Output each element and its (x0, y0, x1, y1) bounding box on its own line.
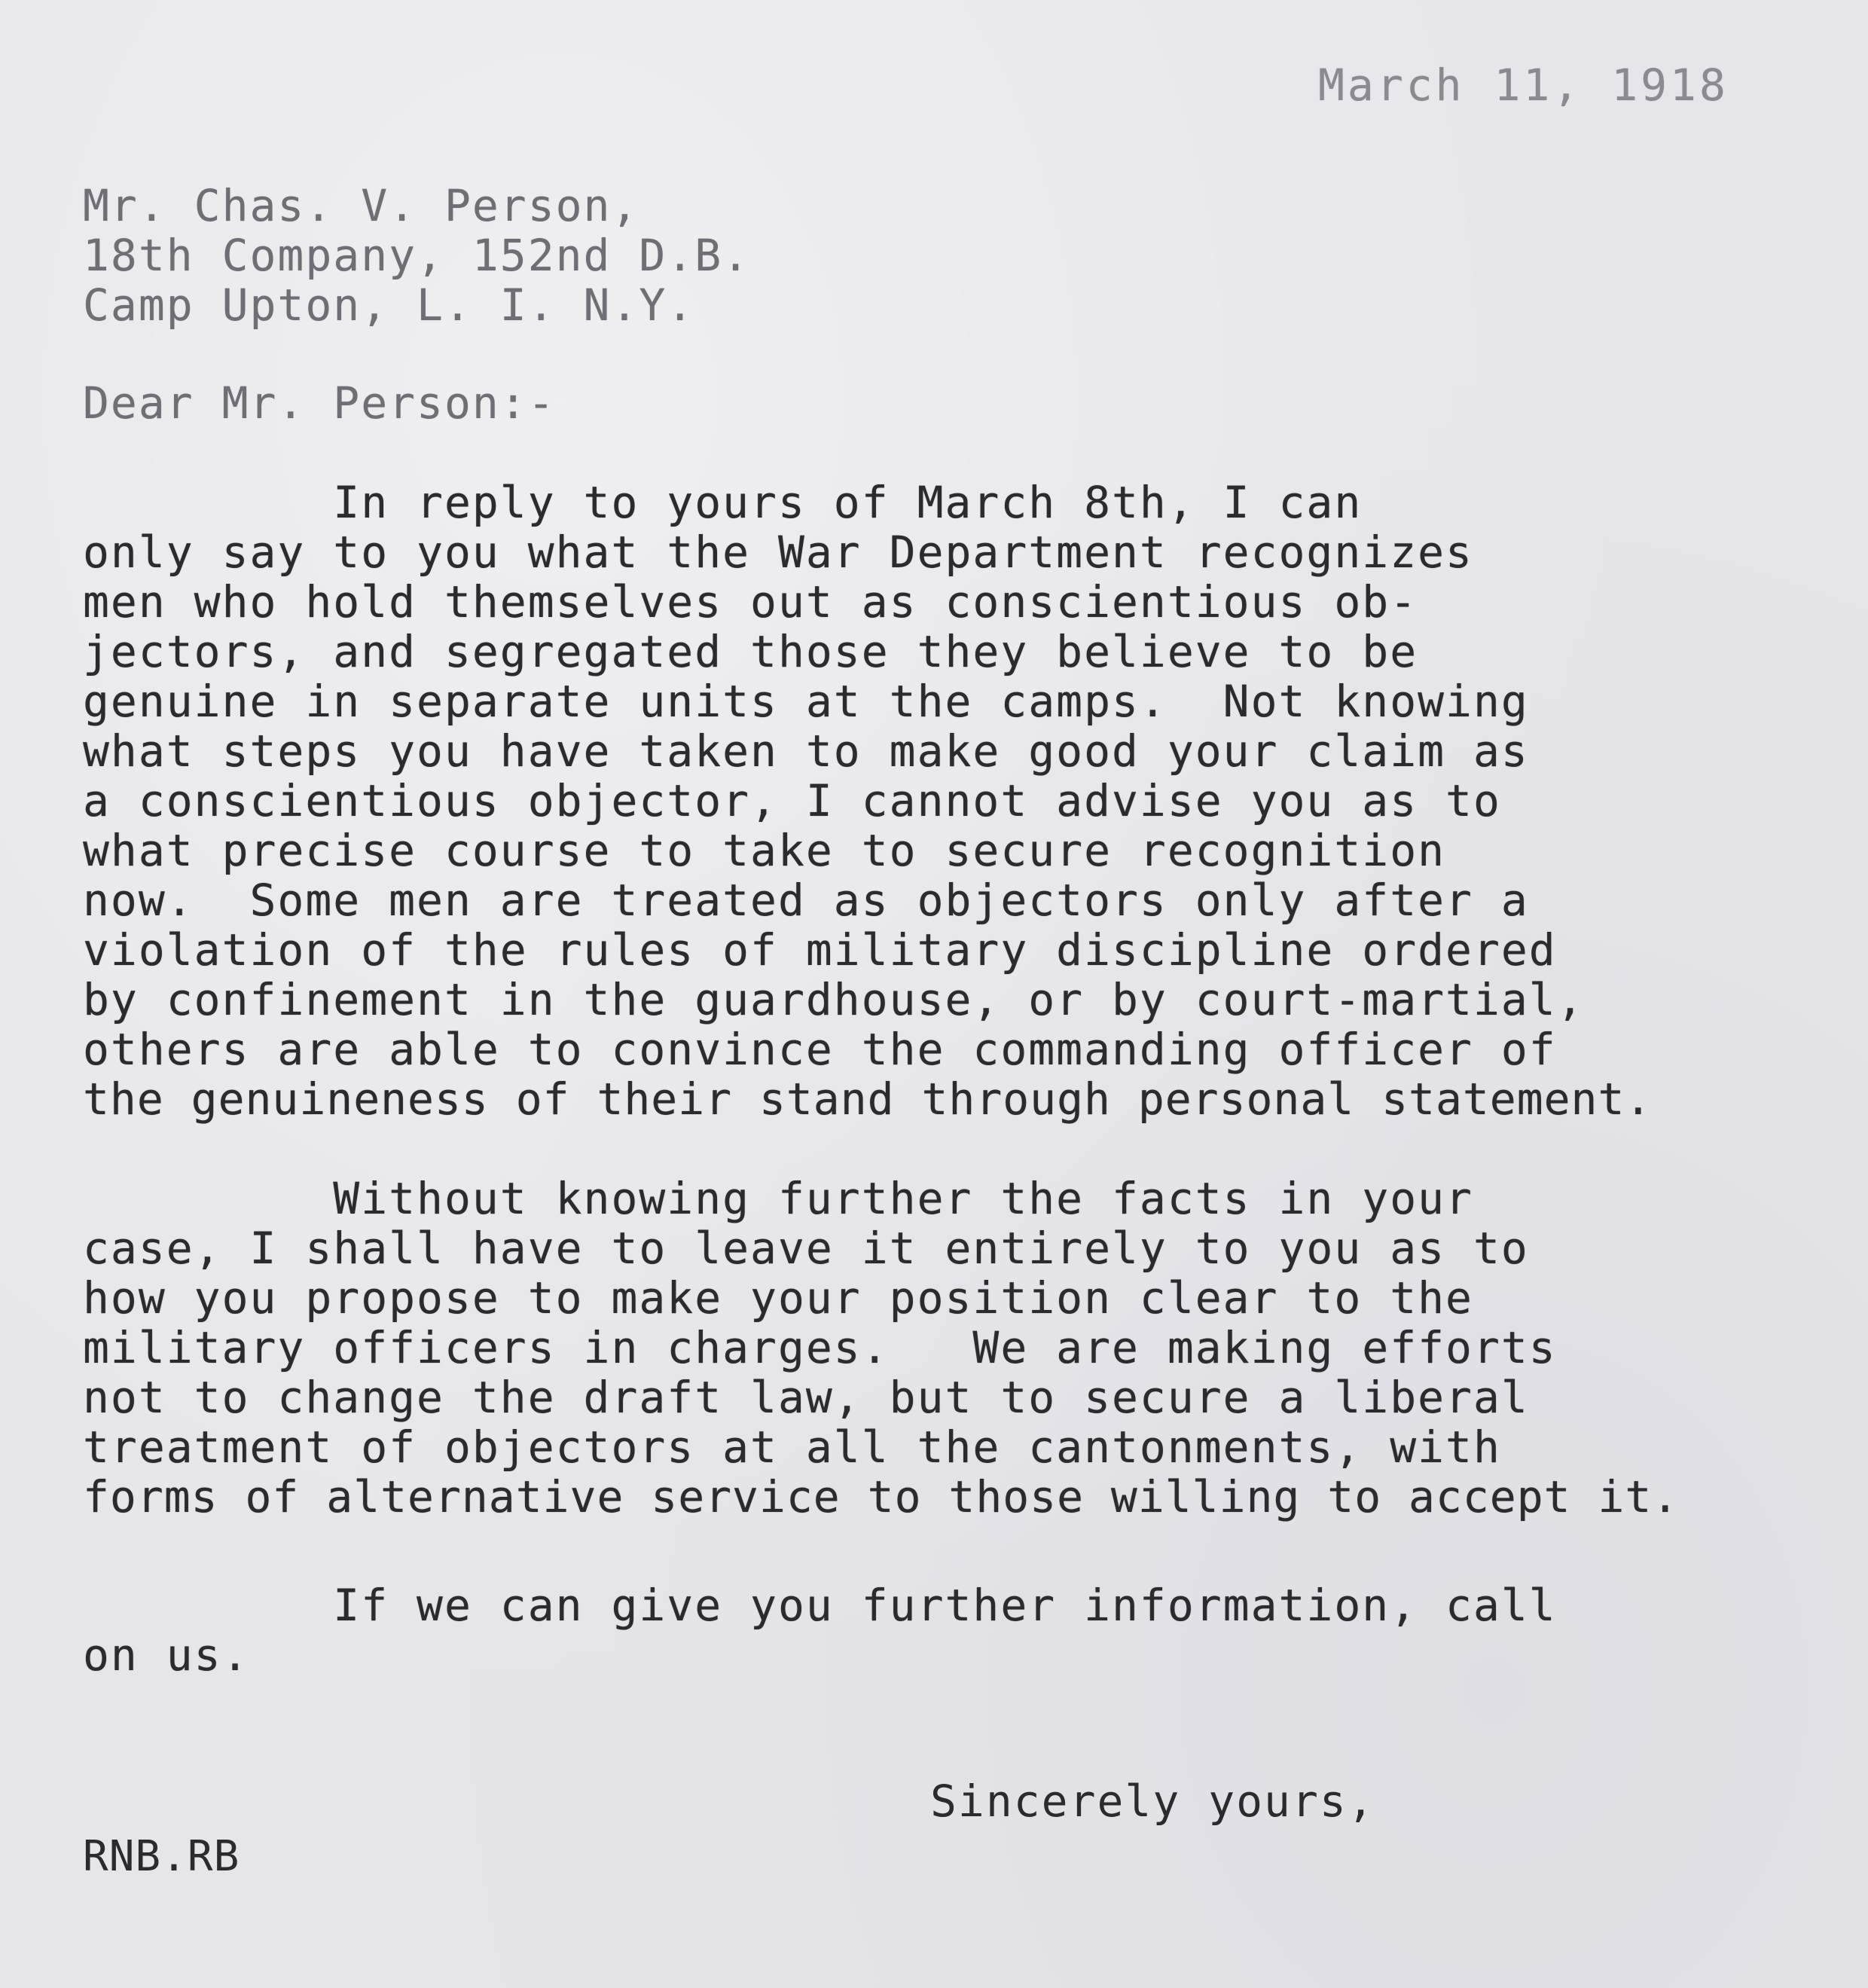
text-line: forms of alternative service to those willing to accept it. (83, 1471, 1680, 1522)
text-line: what precise course to take to secure recognition (83, 825, 1446, 876)
text-line: how you propose to make your position clear to the (83, 1272, 1473, 1324)
text-line: treatment of objectors at all the cantonments, with (83, 1422, 1501, 1473)
text-line: by confinement in the guardhouse, or by court-martial, (83, 974, 1585, 1025)
text-line: Without knowing further the facts in your (83, 1173, 1473, 1224)
letter-date: March 11, 1918 (1318, 60, 1729, 111)
text-line: genuine in separate units at the camps. Not knowing (83, 676, 1529, 727)
text-line: what steps you have taken to make good your claim as (83, 725, 1529, 777)
text-line: If we can give you further information, call (83, 1580, 1557, 1631)
text-line: only say to you what the War Department recognizes (83, 527, 1473, 578)
typist-initials: RNB.RB (83, 1832, 240, 1881)
text-line: violation of the rules of military discipline ordered (83, 924, 1557, 976)
text-line: others are able to convince the commanding officer of (83, 1024, 1557, 1075)
salutation: Dear Mr. Person:- (83, 377, 556, 429)
text-line: not to change the draft law, but to secure a liberal (83, 1372, 1529, 1423)
address-line: Camp Upton, L. I. N.Y. (83, 279, 695, 331)
text-line: jectors, and segregated those they believe to be (83, 626, 1418, 677)
address-line: Mr. Chas. V. Person, (83, 180, 639, 231)
text-line: now. Some men are treated as objectors only after a (83, 875, 1529, 926)
address-line: 18th Company, 152nd D.B. (83, 230, 751, 281)
closing: Sincerely yours, (930, 1776, 1375, 1827)
text-line: military officers in charges. We are making efforts (83, 1322, 1557, 1373)
text-line: a conscientious objector, I cannot advise you as to (83, 775, 1501, 826)
text-line: In reply to yours of March 8th, I can (83, 477, 1363, 528)
text-line: men who hold themselves out as conscientious ob- (83, 576, 1418, 628)
text-line: case, I shall have to leave it entirely to you as to (83, 1223, 1529, 1274)
text-line: the genuineness of their stand through personal statement. (83, 1073, 1653, 1125)
text-line: on us. (83, 1629, 250, 1681)
